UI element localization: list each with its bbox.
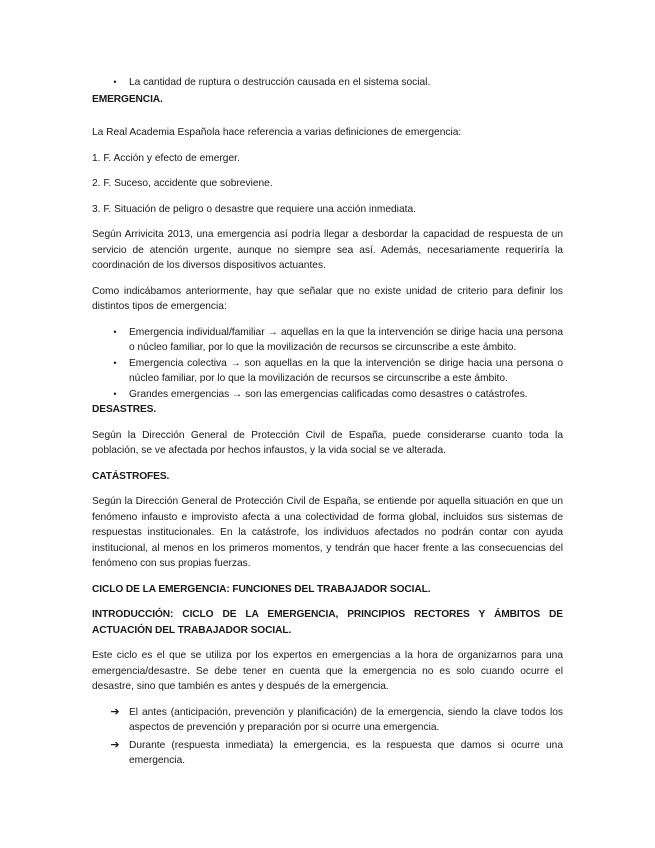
paragraph-catastrofes: Según la Dirección General de Protección Civil de España, se entiende por aquella situación en que un fenómeno infausto e improvisto afecta a una colectividad de forma global, incluidos sus sistemas de respuestas institucionales. En la catástrofe, los individuos afectados no podrán contar con ayuda institucional, al menos en los primeros momentos, y tendrán que hacer frente a las consecuencias del fenómeno con sus propias fuerzas.	[92, 496, 563, 569]
list-item	[92, 705, 563, 736]
list-item-text: Emergencia individual/familiar → aquellas en la que la intervención se dirige hacia una persona o núcleo familiar, por lo que la movilización de recursos se circunscribe a este ámbito.	[129, 326, 563, 353]
list-item-text: El antes (anticipación, prevención y planificación) de la emergencia, siendo la clave todos los aspectos de prevención y preparación por si ocurre una emergencia.	[129, 706, 563, 733]
arrow-right-icon: ➔	[110, 705, 120, 718]
list-item	[92, 75, 563, 91]
section-subheading-introduccion: INTRODUCCIÓN: CICLO DE LA EMERGENCIA, PRINCIPIOS RECTORES Y ÁMBITOS DE ACTUACIÓN DEL TRABAJADOR SOCIAL.	[92, 609, 563, 636]
definition-2: 2. F. Suceso, accidente que sobreviene.	[92, 178, 273, 189]
bullet-icon: •	[113, 326, 117, 337]
paragraph-arrivicita: Según Arrivicita 2013, una emergencia así podría llegar a desbordar la capacidad de respuesta de un servicio de atención urgente, aunque no siempre sea así. Además, necesariamente requeriría la coordinación de los diversos dispositivos actuantes.	[92, 229, 563, 271]
list-item	[92, 356, 563, 387]
list-item-text: Durante (respuesta inmediata) la emergencia, es la respuesta que damos si ocurre una emergencia.	[129, 739, 563, 766]
emergency-types-list	[92, 325, 563, 403]
list-item	[92, 325, 563, 356]
list-item	[92, 387, 563, 403]
section-heading-catastrofes: CATÁSTROFES.	[92, 470, 170, 482]
definition-1: 1. F. Acción y efecto de emerger.	[92, 152, 240, 164]
definition-3: 3. F. Situación de peligro o desastre que requiere una acción inmediata.	[92, 203, 416, 215]
paragraph-rae-intro: La Real Academia Española hace referencia a varias definiciones de emergencia:	[92, 127, 462, 138]
section-heading-emergencia: EMERGENCIA.	[92, 93, 163, 105]
list-item-text: Grandes emergencias → son las emergencias calificadas como desastres o catástrofes.	[129, 388, 528, 400]
paragraph-desastres: Según la Dirección General de Protección Civil de España, puede considerarse cuanto toda la población, se ve afectada por hechos infaustos, y la vida social se ve alterada.	[92, 429, 563, 456]
bullet-icon: •	[113, 357, 117, 368]
bullet-icon: •	[113, 388, 117, 399]
list-item-text: Emergencia colectiva → son aquellas en la que la intervención se dirige hacia una persona o núcleo familiar, por lo que la movilización de recursos se circunscribe a este ámbito.	[129, 357, 563, 384]
paragraph-types-intro: Como indicábamos anteriormente, hay que señalar que no existe unidad de criterio para definir los distintos tipos de emergencia:	[92, 285, 563, 312]
list-item	[92, 738, 563, 769]
section-heading-desastres: DESASTRES.	[92, 404, 157, 415]
list-item-text: La cantidad de ruptura o destrucción causada en el sistema social.	[129, 77, 431, 88]
bullet-icon: •	[113, 77, 117, 87]
paragraph-ciclo: Este ciclo es el que se utiliza por los expertos en emergencias a la hora de organizarnos para una emergencia/desastre. Se debe tener en cuenta que la emergencia no es solo cuando ocurre el desastre, sino que también es antes y después de la emergencia.	[92, 650, 563, 692]
lead-bullet-list	[92, 75, 563, 91]
arrow-right-icon: ➔	[110, 738, 120, 751]
emergency-phases-list	[92, 705, 563, 769]
section-heading-ciclo: CICLO DE LA EMERGENCIA: FUNCIONES DEL TRABAJADOR SOCIAL.	[92, 583, 431, 595]
